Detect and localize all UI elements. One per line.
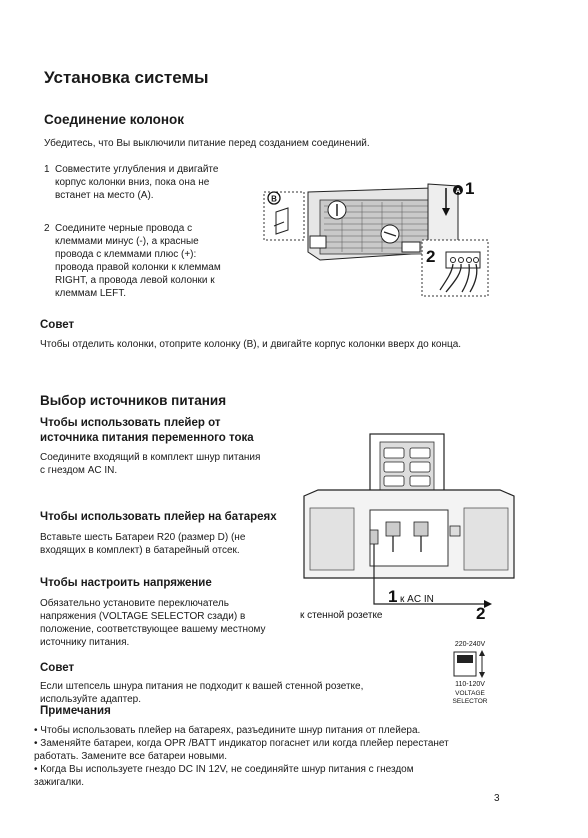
text-line: источнику питания.: [40, 637, 130, 648]
section-heading-speakers: Соединение колонок: [44, 112, 185, 127]
voltage-text: [40, 597, 266, 649]
tip-heading: Совет: [40, 319, 75, 331]
text-line: провода правой колонки к клеммам: [55, 262, 221, 273]
text-line: Обязательно установите переключатель: [40, 598, 229, 609]
voltage-label: VOLTAGE: [455, 690, 485, 697]
step-text: [55, 222, 275, 300]
power-tip-heading: Совет: [40, 662, 75, 674]
text-line: клеммами минус (-), а красные: [55, 236, 199, 247]
page-title: Установка системы: [44, 68, 209, 87]
text-line: Вставьте шесть Батареи R20 (размер D) (не: [40, 532, 246, 543]
subheading-ac: [40, 416, 254, 446]
label-2: 2: [426, 247, 436, 266]
text-line: встанет на место (A).: [55, 190, 154, 201]
step-number: 2: [44, 223, 50, 234]
note-line: работать. Замените все батареи новыми.: [34, 751, 228, 762]
voltage-selector-illustration: [440, 636, 506, 708]
step-2-label: 2: [476, 604, 486, 623]
text-line: Чтобы использовать плейер от: [40, 417, 221, 429]
subheading-voltage: Чтобы настроить напряжение: [40, 577, 212, 589]
speaker-connection-illustration: [262, 178, 492, 300]
text-line: с гнездом AC IN.: [40, 465, 118, 476]
text-line: клеммам LEFT.: [55, 288, 126, 299]
text-line: корпус колонки вниз, пока она не: [55, 177, 210, 188]
power-tip-text: [40, 680, 363, 706]
ac-in-label: к AC IN: [400, 594, 434, 605]
text-line: положение, соответствующее вашему местному: [40, 624, 266, 635]
label-a: A: [455, 188, 461, 195]
wall-outlet-label: к стенной розетке: [300, 610, 383, 621]
note-line: зажигалки.: [34, 777, 84, 788]
voltage-switch-knob: [457, 655, 473, 663]
text-line: провода с клеммами плюс (+):: [55, 249, 197, 260]
note-line: • Заменяйте батареи, когда OPR /BATT индикатор погаснет или когда плейер перестанет: [34, 738, 449, 749]
text-line: Совместите углубления и двигайте: [55, 164, 219, 175]
subheading-battery: Чтобы использовать плейер на батареях: [40, 511, 277, 523]
text-line: Соедините входящий в комплект шнур питания: [40, 452, 261, 463]
note-line: • Когда Вы используете гнездо DC IN 12V, не соединяйте шнур питания с гнездом: [34, 764, 414, 775]
selector-label: SELECTOR: [452, 698, 488, 705]
section-heading-power: Выбор источников питания: [40, 393, 227, 408]
speakers-intro: Убедитесь, что Вы выключили питание перед созданием соединений.: [44, 138, 370, 149]
voltage-high-label: 220-240V: [454, 641, 486, 648]
text-line: входящих в комплект) в батарейный отсек.: [40, 545, 240, 556]
tip-text: Чтобы отделить колонки, отоприте колонку (B), и двигайте корпус колонки вверх до конца.: [40, 339, 462, 350]
ac-text: [40, 451, 260, 477]
step-number: 1: [44, 164, 50, 175]
text-line: напряжения (VOLTAGE SELECTOR сзади) в: [40, 611, 246, 622]
notes-list: [34, 724, 449, 789]
text-line: RIGHT, а провода левой колонки к: [55, 275, 215, 286]
label-b: B: [271, 194, 277, 204]
text-line: источника питания переменного тока: [40, 432, 254, 444]
step-1-label: 1: [388, 587, 398, 606]
battery-text: [40, 531, 245, 557]
step-text: [55, 163, 265, 202]
text-line: Если штепсель шнура питания не подходит к вашей стенной розетке,: [40, 681, 364, 692]
notes-heading: Примечания: [40, 705, 111, 717]
voltage-low-label: 110-120V: [455, 681, 485, 688]
label-1: 1: [465, 179, 475, 198]
text-line: Соедините черные провода с: [55, 223, 193, 234]
power-connection-illustration: [300, 430, 522, 630]
text-line: используйте адаптер.: [40, 694, 141, 705]
note-line: • Чтобы использовать плейер на батареях, разъедините шнур питания от плейера.: [34, 725, 421, 736]
page-number: 3: [494, 793, 500, 804]
